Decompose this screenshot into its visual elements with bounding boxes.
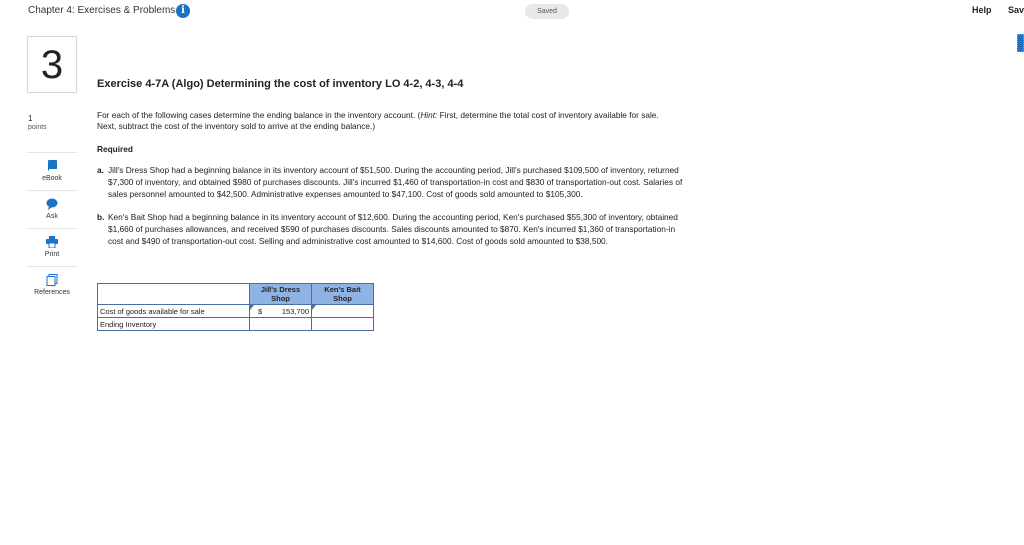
cell-flag-icon xyxy=(250,305,254,310)
references-button[interactable] xyxy=(27,274,77,296)
book-icon xyxy=(47,160,58,172)
print-label: Print xyxy=(44,251,60,258)
jills-ending-inventory-input[interactable] xyxy=(250,318,312,331)
row-label: Cost of goods available for sale xyxy=(98,305,250,318)
scroll-marker[interactable] xyxy=(1017,34,1024,52)
currency-symbol: $ xyxy=(258,306,263,316)
required-heading: Required xyxy=(97,144,133,154)
help-link[interactable]: Help xyxy=(972,5,992,15)
col-header-kens: Ken's Bait Shop xyxy=(312,284,374,305)
divider xyxy=(27,266,77,267)
references-label: References xyxy=(34,289,70,296)
row-label: Ending Inventory xyxy=(98,318,250,331)
case-b-tag: b. xyxy=(97,212,105,222)
case-a xyxy=(97,165,687,200)
exercise-title: Exercise 4-7A (Algo) Determining the cost of inventory LO 4-2, 4-3, 4-4 xyxy=(97,78,464,90)
header-blank-cell xyxy=(98,284,250,305)
ebook-button[interactable] xyxy=(27,160,77,182)
case-b xyxy=(97,212,687,247)
table-header-row xyxy=(98,284,374,305)
instructions-part-1: For each of the following cases determine the ending balance in the inventory account. ( xyxy=(97,110,421,120)
divider xyxy=(27,228,77,229)
cell-flag-icon xyxy=(312,305,316,310)
case-b-text: Ken's Bait Shop had a beginning balance in its inventory account of $12,600. During the accounting period, Ken's purchased $55,300 of inventory, obtained $1,660 of purchases allowances, and received $590 of purchases discounts. Sales discounts amounted to $870. Ken's incurred $1,360 of transportation-in cost and $490 of transportation-out cost. Selling and administrative cost amounted to $14,600. Cost of goods sold amounted to $38,500. xyxy=(108,212,678,246)
instructions-part-2: First, determine the total cost of inventory available for sale. Next, subtract the cost of the inventory sold to arrive at the ending balance.) xyxy=(97,110,659,131)
saved-status-badge: Saved xyxy=(525,4,569,19)
print-button[interactable] xyxy=(27,236,77,258)
jills-cogas-value: 153,700 xyxy=(281,306,309,316)
divider xyxy=(27,152,77,153)
table-row xyxy=(98,305,374,318)
references-icon xyxy=(46,274,58,286)
question-number: 3 xyxy=(40,43,64,87)
case-a-text: Jill's Dress Shop had a beginning balance in its inventory account of $51,500. During the accounting period, Jill's purchased $109,500 of inventory, returned $7,300 of inventory, and obtained $980 of purchases discounts. Jill's incurred $1,460 of transportation-in cost and $830 of transportation-out cost. Salaries of sales personnel amounted to $42,500. Administrative expenses amounted to $47,100. Cost of goods sold amounted to $105,300. xyxy=(108,165,683,199)
save-button[interactable]: Sav xyxy=(1008,5,1024,15)
ask-label: Ask xyxy=(46,213,58,220)
divider xyxy=(27,190,77,191)
kens-cogas-input[interactable] xyxy=(312,305,374,318)
col-header-jills: Jill's Dress Shop xyxy=(250,284,312,305)
printer-icon xyxy=(46,236,58,248)
top-bar xyxy=(0,0,1024,26)
jills-cogas-input[interactable] xyxy=(250,305,312,318)
ebook-label: eBook xyxy=(42,175,62,182)
points-value: 1 xyxy=(28,114,33,123)
instructions xyxy=(97,110,667,132)
info-icon[interactable]: i xyxy=(176,4,190,18)
ask-button[interactable] xyxy=(27,198,77,220)
kens-ending-inventory-input[interactable] xyxy=(312,318,374,331)
chapter-title: Chapter 4: Exercises & Problems xyxy=(28,5,176,16)
table-row xyxy=(98,318,374,331)
answer-table xyxy=(97,283,374,331)
case-a-tag: a. xyxy=(97,165,104,175)
hint-label: Hint: xyxy=(420,110,438,120)
points-label: points xyxy=(28,124,47,131)
question-number-box xyxy=(27,36,77,93)
chat-bubble-icon xyxy=(46,198,58,210)
